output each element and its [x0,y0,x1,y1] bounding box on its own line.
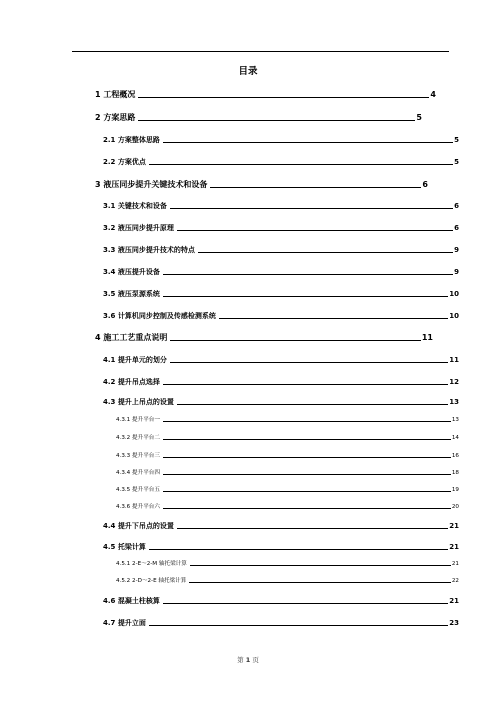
toc-entry[interactable] [103,202,459,211]
toc-leader [163,603,448,604]
toc-entry-text: 4.3 提升上吊点的设置 [103,398,174,406]
toc-leader [163,474,451,475]
toc-entry[interactable] [116,453,459,460]
toc-entry[interactable] [103,398,459,407]
toc-entry[interactable] [95,180,428,190]
toc-entry-page: 6 [454,224,459,232]
toc-leader [149,164,453,165]
toc-entry-page: 4 [430,90,436,99]
header-rule [72,51,449,52]
toc-entry-text: 3.5 液压泵源系统 [103,290,160,298]
toc-leader [149,549,448,550]
toc-entry-page: 9 [454,246,459,254]
toc-entry-text: 4.7 提升立面 [103,619,146,627]
toc-entry-page: 10 [449,312,459,320]
toc-entry[interactable] [103,224,459,233]
toc-entry-text: 4.1 提升单元的划分 [103,356,167,364]
toc-entry-text: 2.1 方案整体思路 [103,136,160,144]
toc-entry-text: 3 液压同步提升关键技术和设备 [95,180,208,189]
toc-entry-page: 5 [454,136,459,144]
toc-entry[interactable] [103,356,459,365]
toc-leader [163,439,451,440]
toc-entry-page: 14 [451,435,459,441]
toc-entry-page: 12 [449,378,459,386]
toc-entry[interactable] [116,435,459,442]
toc-entry-page: 11 [421,333,433,342]
toc-entry-text: 4.2 提升吊点选择 [103,378,160,386]
toc-entry[interactable] [116,578,459,585]
toc-leader [210,187,421,188]
toc-entry[interactable] [116,487,459,494]
page-footer [0,656,496,664]
toc-entry[interactable] [95,113,422,123]
toc-entry[interactable] [103,378,459,387]
toc-entry-text: 3.4 液压提升设备 [103,268,160,276]
toc-entry-text: 4.3.5 提升平台五 [116,487,160,493]
toc-leader [163,508,451,509]
toc-leader [163,491,451,492]
toc-entry-page: 5 [454,158,459,166]
footer-page-number: 1 [245,656,251,664]
toc-leader [163,457,451,458]
toc-entry-page: 22 [451,578,459,584]
toc-leader [177,528,448,529]
toc-entry[interactable] [95,333,433,343]
toc-entry[interactable] [103,543,459,552]
toc-entry-page: 21 [449,543,459,551]
toc-entry[interactable] [103,246,459,255]
toc-entry[interactable] [103,136,459,145]
toc-leader [163,274,453,275]
toc-entry-text: 4.3.1 提升平台一 [116,417,160,423]
toc-entry-page: 19 [451,487,459,493]
toc-entry-page: 23 [449,619,459,627]
footer-prefix: 第 [237,656,244,664]
toc-entry-page: 13 [451,417,459,423]
toc-leader [163,384,448,385]
toc-title: 目录 [238,66,258,77]
toc-entry[interactable] [103,158,459,167]
toc-entry-page: 9 [454,268,459,276]
toc-entry-text: 3.1 关键技术和设备 [103,202,167,210]
toc-entry-text: 2.2 方案优点 [103,158,146,166]
toc-entry-page: 20 [451,504,459,510]
toc-entry[interactable] [116,470,459,477]
toc-entry-text: 4.5.1 2-E～2-M 轴托梁计算 [116,561,187,567]
toc-leader [163,142,453,143]
toc-leader [138,97,429,98]
toc-entry-text: 4.3.2 提升平台二 [116,435,160,441]
toc-entry-text: 4.3.3 提升平台三 [116,453,160,459]
toc-entry-page: 18 [451,470,459,476]
toc-entry-page: 6 [422,180,428,189]
footer-suffix: 页 [252,656,259,664]
toc-entry[interactable] [116,417,459,424]
toc-entry-text: 1 工程概况 [95,90,136,99]
toc-entry-text: 4.5.2 2-D～2-E 轴托梁计算 [116,578,187,584]
toc-entry-page: 21 [449,522,459,530]
toc-entry-page: 10 [449,290,459,298]
toc-entry[interactable] [103,522,459,531]
toc-leader [170,208,453,209]
toc-entry[interactable] [103,290,459,299]
toc-leader [170,362,448,363]
toc-leader [198,252,453,253]
toc-entry-text: 2 方案思路 [95,113,136,122]
toc-leader [219,318,448,319]
toc-entry-text: 4 施工工艺重点说明 [95,333,168,342]
toc-leader [138,120,415,121]
toc-leader [163,296,448,297]
toc-entry-page: 16 [451,453,459,459]
toc-entry[interactable] [103,312,459,321]
toc-entry-text: 4.3.4 提升平台四 [116,470,160,476]
toc-entry[interactable] [103,619,459,628]
toc-leader [163,421,451,422]
toc-leader [170,340,421,341]
toc-leader [189,582,451,583]
toc-entry-text: 3.2 液压同步提升原理 [103,224,174,232]
toc-entry-page: 21 [451,561,459,567]
toc-entry-page: 13 [449,398,459,406]
toc-entry-page: 6 [454,202,459,210]
toc-entry-page: 5 [416,113,422,122]
toc-entry-text: 3.6 计算机同步控制及传感检测系统 [103,312,216,320]
toc-entry[interactable] [103,597,459,606]
toc-entry-text: 4.6 混凝土柱核算 [103,597,160,605]
toc-entry-text: 4.4 提升下吊点的设置 [103,522,174,530]
toc-entry-text: 4.5 托梁计算 [103,543,146,551]
toc-entry-text: 3.3 液压同步提升技术的特点 [103,246,195,254]
toc-entry-page: 11 [449,356,459,364]
toc-leader [149,625,448,626]
toc-entry[interactable] [116,561,459,568]
toc-entry[interactable] [116,504,459,511]
toc-entry-text: 4.3.6 提升平台六 [116,504,160,510]
toc-leader [177,404,448,405]
toc-entry[interactable] [95,90,436,100]
toc-entry[interactable] [103,268,459,277]
toc-leader [177,230,453,231]
toc-leader [190,565,451,566]
toc-entry-page: 21 [449,597,459,605]
